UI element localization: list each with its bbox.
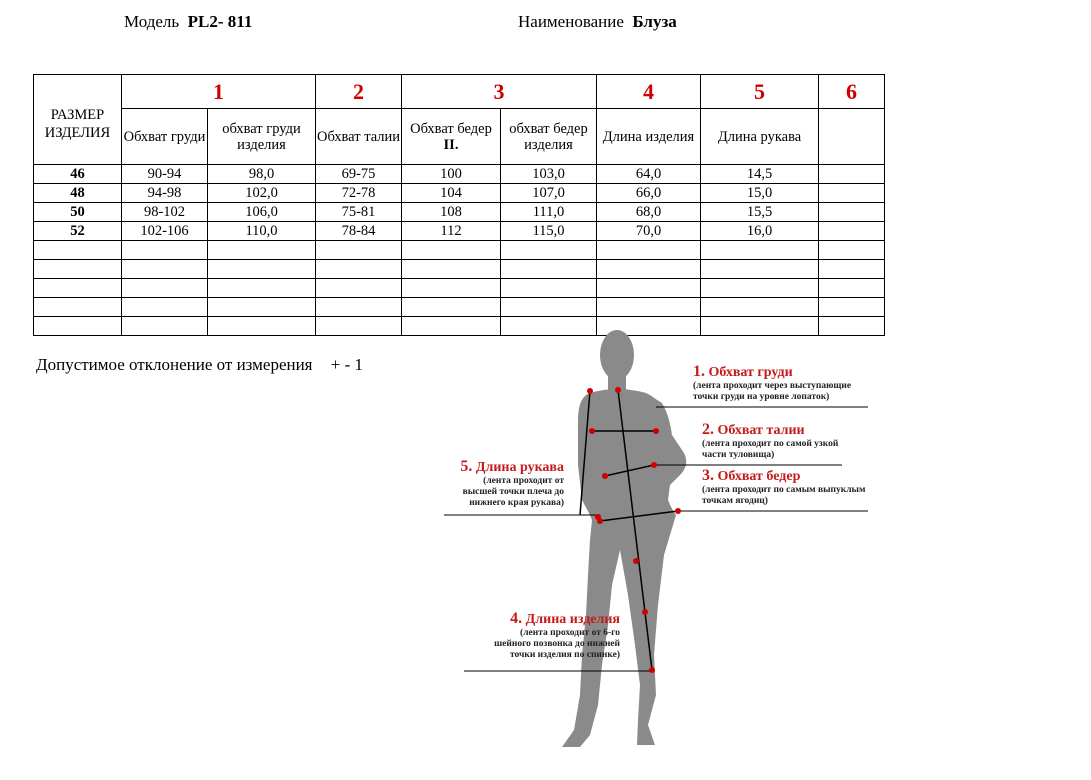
table-cell: 104 bbox=[402, 184, 501, 203]
annotation-number: 4. bbox=[510, 610, 523, 627]
empty-cell bbox=[819, 260, 885, 279]
annotation-desc: высшей точки плеча до bbox=[462, 487, 564, 497]
table-cell: 98-102 bbox=[122, 203, 208, 222]
table-cell: 15,5 bbox=[701, 203, 819, 222]
empty-cell bbox=[597, 279, 701, 298]
model-value: PL2- 811 bbox=[187, 12, 253, 31]
table-cell bbox=[819, 165, 885, 184]
empty-cell bbox=[402, 260, 501, 279]
annotation-desc: части туловища) bbox=[702, 450, 775, 460]
empty-cell bbox=[819, 298, 885, 317]
empty-table-row bbox=[34, 298, 885, 317]
annotation-number: 5. bbox=[460, 458, 473, 475]
column-header: обхват бедер изделия bbox=[501, 109, 597, 165]
annotation-desc: точки изделия по спинке) bbox=[509, 650, 620, 660]
table-cell: 75-81 bbox=[316, 203, 402, 222]
empty-cell bbox=[597, 298, 701, 317]
table-cell: 90-94 bbox=[122, 165, 208, 184]
table-cell: 111,0 bbox=[501, 203, 597, 222]
annotation-sleeve bbox=[460, 458, 564, 509]
annotation-number: 3. bbox=[702, 467, 714, 484]
empty-cell bbox=[316, 241, 402, 260]
model-label: Модель bbox=[124, 12, 180, 31]
table-cell: 78-84 bbox=[316, 222, 402, 241]
size-table bbox=[33, 74, 885, 336]
table-cell: 72-78 bbox=[316, 184, 402, 203]
table-cell: 106,0 bbox=[208, 203, 316, 222]
table-cell: 103,0 bbox=[501, 165, 597, 184]
annotation-title: Длина рукава bbox=[475, 460, 564, 475]
annotation-title: Обхват бедер bbox=[717, 469, 801, 484]
table-cell: 15,0 bbox=[701, 184, 819, 203]
annotation-waist bbox=[702, 421, 838, 461]
tolerance-value: + - 1 bbox=[330, 355, 363, 374]
annotation-desc: точкам ягодиц) bbox=[702, 496, 768, 506]
table-cell: 110,0 bbox=[208, 222, 316, 241]
empty-cell bbox=[316, 279, 402, 298]
name-value: Блуза bbox=[632, 12, 677, 31]
column-header: Обхват груди bbox=[122, 109, 208, 165]
size-row-header: РАЗМЕР ИЗДЕЛИЯ bbox=[34, 75, 122, 165]
annotation-desc: (лента проходит от bbox=[483, 476, 564, 486]
empty-cell bbox=[122, 317, 208, 336]
column-header: Длина рукава bbox=[701, 109, 819, 165]
table-cell: 102-106 bbox=[122, 222, 208, 241]
table-cell: 115,0 bbox=[501, 222, 597, 241]
annotation-bust bbox=[693, 363, 851, 403]
table-cell: 100 bbox=[402, 165, 501, 184]
table-cell: 69-75 bbox=[316, 165, 402, 184]
group-number-3: 3 bbox=[402, 75, 597, 109]
table-cell: 64,0 bbox=[597, 165, 701, 184]
hips-suffix: II. bbox=[443, 136, 459, 153]
group-number-1: 1 bbox=[122, 75, 316, 109]
empty-cell bbox=[34, 241, 122, 260]
empty-cell bbox=[34, 279, 122, 298]
column-header bbox=[402, 109, 501, 165]
empty-cell bbox=[34, 298, 122, 317]
empty-cell bbox=[501, 260, 597, 279]
table-cell: 112 bbox=[402, 222, 501, 241]
name-label: Наименование bbox=[518, 12, 624, 31]
empty-cell bbox=[501, 279, 597, 298]
empty-cell bbox=[208, 260, 316, 279]
hips-label: Обхват бедер bbox=[410, 120, 492, 137]
column-header: Длина изделия bbox=[597, 109, 701, 165]
size-cell: 52 bbox=[34, 222, 122, 241]
tolerance-note bbox=[36, 355, 363, 375]
table-cell bbox=[819, 203, 885, 222]
table-row bbox=[34, 165, 885, 184]
empty-cell bbox=[208, 279, 316, 298]
column-header: обхват груди изделия bbox=[208, 109, 316, 165]
size-cell: 50 bbox=[34, 203, 122, 222]
empty-cell bbox=[701, 279, 819, 298]
empty-table-row bbox=[34, 241, 885, 260]
annotation-desc: нижнего края рукава) bbox=[469, 498, 564, 508]
annotation-number: 1. bbox=[693, 363, 705, 380]
table-cell: 66,0 bbox=[597, 184, 701, 203]
group-number-6: 6 bbox=[819, 75, 885, 109]
empty-cell bbox=[208, 317, 316, 336]
empty-cell bbox=[122, 279, 208, 298]
annotation-desc: шейного позвонка до нижней bbox=[494, 639, 620, 649]
table-cell bbox=[819, 222, 885, 241]
size-cell: 48 bbox=[34, 184, 122, 203]
empty-cell bbox=[597, 260, 701, 279]
annotation-desc: (лента проходит по самой узкой bbox=[702, 439, 839, 449]
size-cell: 46 bbox=[34, 165, 122, 184]
empty-cell bbox=[316, 298, 402, 317]
annotation-number: 2. bbox=[702, 421, 714, 438]
annotation-desc: (лента проходит от 6-го bbox=[520, 628, 620, 638]
empty-cell bbox=[34, 260, 122, 279]
table-cell: 16,0 bbox=[701, 222, 819, 241]
empty-cell bbox=[122, 298, 208, 317]
annotation-hips bbox=[702, 467, 865, 507]
empty-cell bbox=[208, 241, 316, 260]
empty-cell bbox=[402, 298, 501, 317]
empty-table-row bbox=[34, 279, 885, 298]
name-header bbox=[518, 12, 677, 32]
silhouette-shape bbox=[562, 330, 686, 747]
table-cell: 94-98 bbox=[122, 184, 208, 203]
empty-cell bbox=[316, 260, 402, 279]
annotation-title: Длина изделия bbox=[525, 612, 620, 627]
empty-cell bbox=[819, 241, 885, 260]
annotation-title: Обхват груди bbox=[708, 365, 793, 380]
empty-cell bbox=[208, 298, 316, 317]
empty-cell bbox=[402, 279, 501, 298]
table-row bbox=[34, 222, 885, 241]
empty-cell bbox=[701, 260, 819, 279]
table-row bbox=[34, 184, 885, 203]
empty-cell bbox=[597, 241, 701, 260]
empty-table-row bbox=[34, 260, 885, 279]
table-row bbox=[34, 203, 885, 222]
empty-cell bbox=[402, 241, 501, 260]
annotation-length bbox=[494, 610, 620, 661]
group-number-5: 5 bbox=[701, 75, 819, 109]
table-cell: 68,0 bbox=[597, 203, 701, 222]
table-cell: 70,0 bbox=[597, 222, 701, 241]
group-number-4: 4 bbox=[597, 75, 701, 109]
table-cell: 98,0 bbox=[208, 165, 316, 184]
empty-cell bbox=[701, 241, 819, 260]
table-cell: 108 bbox=[402, 203, 501, 222]
model-header bbox=[124, 12, 252, 32]
group-number-2: 2 bbox=[316, 75, 402, 109]
table-cell: 102,0 bbox=[208, 184, 316, 203]
table-cell bbox=[819, 184, 885, 203]
empty-cell bbox=[122, 260, 208, 279]
annotation-desc: (лента проходит через выступающие bbox=[693, 381, 852, 391]
column-header bbox=[819, 109, 885, 165]
column-header: Обхват талии bbox=[316, 109, 402, 165]
annotation-title: Обхват талии bbox=[717, 423, 805, 438]
tolerance-label: Допустимое отклонение от измерения bbox=[36, 355, 313, 374]
table-cell: 14,5 bbox=[701, 165, 819, 184]
empty-cell bbox=[701, 298, 819, 317]
empty-cell bbox=[34, 317, 122, 336]
empty-cell bbox=[501, 241, 597, 260]
empty-cell bbox=[819, 279, 885, 298]
empty-cell bbox=[122, 241, 208, 260]
annotation-desc: точки груди на уровне лопаток) bbox=[693, 392, 830, 402]
measurement-figure bbox=[440, 325, 880, 775]
table-cell: 107,0 bbox=[501, 184, 597, 203]
empty-cell bbox=[316, 317, 402, 336]
empty-cell bbox=[501, 298, 597, 317]
annotation-desc: (лента проходит по самым выпуклым bbox=[702, 485, 866, 495]
